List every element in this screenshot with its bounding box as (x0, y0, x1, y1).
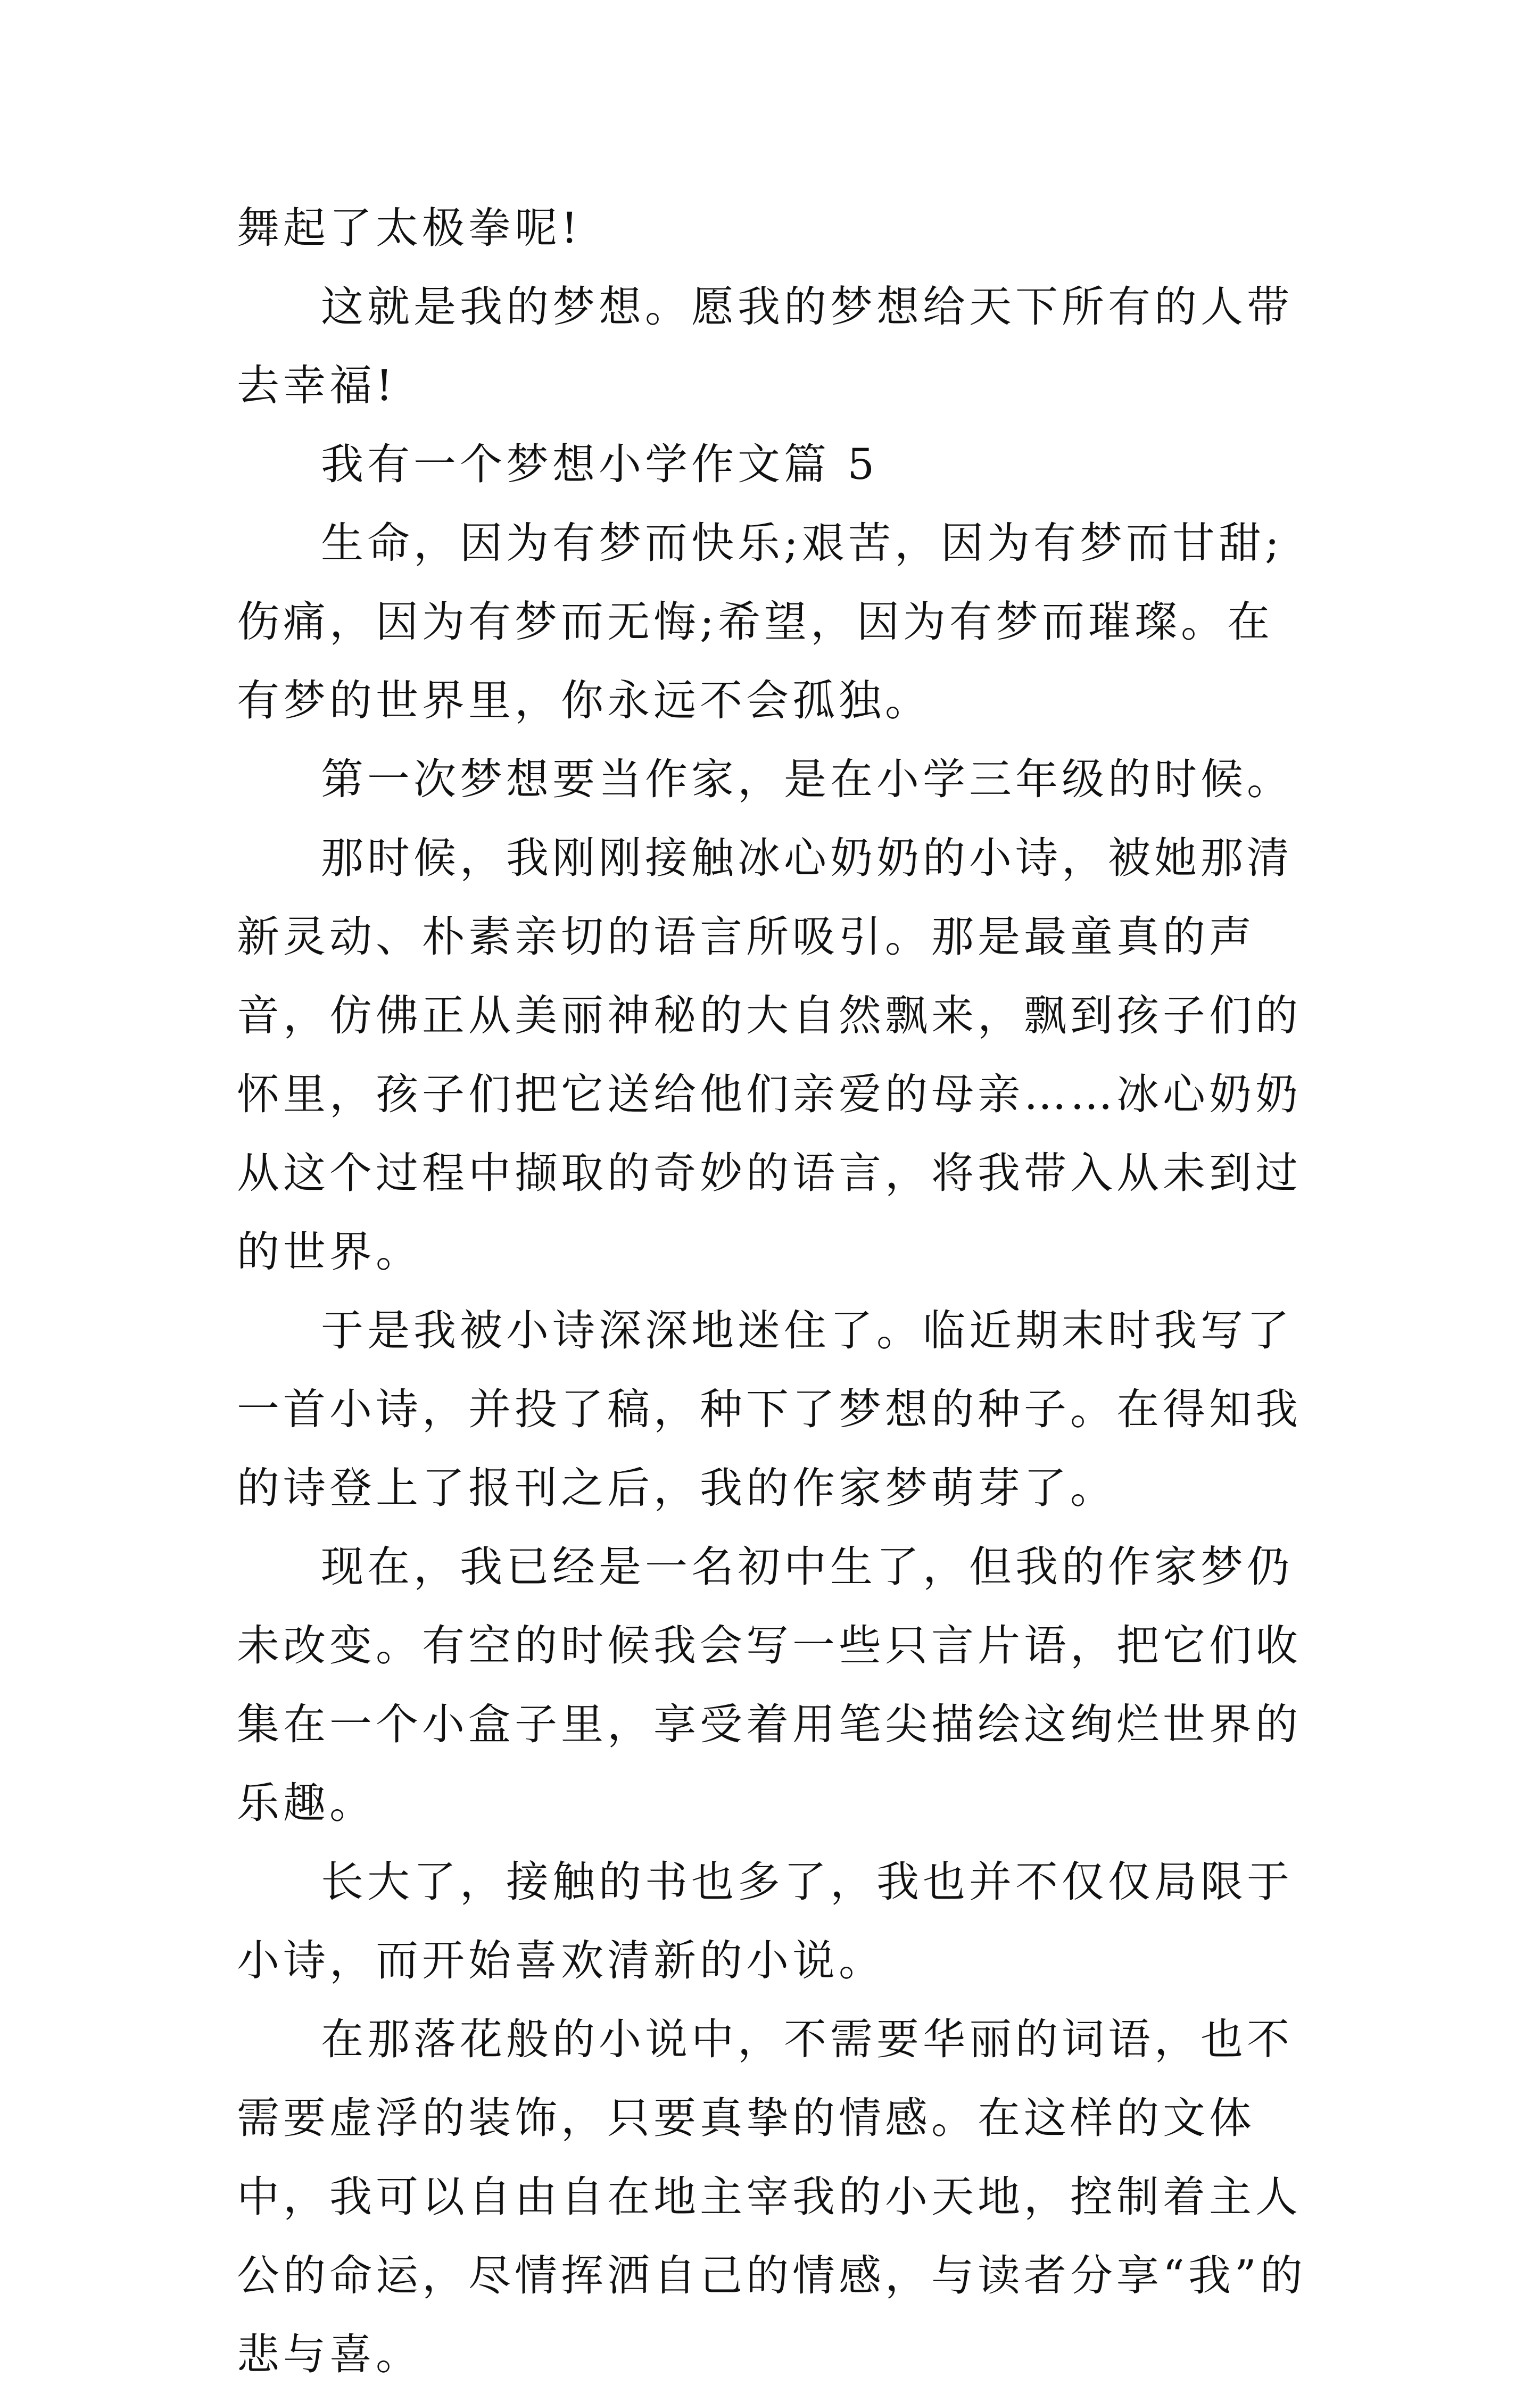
paragraph-1: 舞起了太极拳呢! (237, 203, 582, 253)
paragraph-2: 这就是我的梦想。愿我的梦想给天下所有的人带去幸福! (237, 282, 1293, 410)
paragraph-5: 第一次梦想要当作家，是在小学三年级的时候。 (321, 755, 1293, 804)
paragraph-10: 在那落花般的小说中，不需要华丽的词语，也不需要虚浮的装饰，只要真挚的情感。在这样的文体中，我可以自由自在地主宰我的小天地，控制着主人公的命运，尽情挥洒自己的情感，与读者分享“我”的悲与喜。 (237, 2015, 1306, 2379)
paragraph-9: 长大了，接触的书也多了，我也并不仅仅局限于小诗，而开始喜欢清新的小说。 (237, 1857, 1293, 1985)
paragraph-4: 生命，因为有梦而快乐;艰苦，因为有梦而甘甜;伤痛，因为有梦而无悔;希望，因为有梦而璀璨。在有梦的世界里，你永远不会孤独。 (237, 518, 1283, 725)
section-heading: 我有一个梦想小学作文篇 5 (321, 440, 879, 489)
paragraph-7: 于是我被小诗深深地迷住了。临近期末时我写了一首小诗，并投了稿，种下了梦想的种子。在得知我的诗登上了报刊之后，我的作家梦萌芽了。 (237, 1306, 1302, 1513)
document-body (237, 189, 1312, 2394)
paragraph-8: 现在，我已经是一名初中生了，但我的作家梦仍未改变。有空的时候我会写一些只言片语，把它们收集在一个小盒子里，享受着用笔尖描绘这绚烂世界的乐趣。 (237, 1542, 1302, 1828)
paragraph-6: 那时候，我刚刚接触冰心奶奶的小诗，被她那清新灵动、朴素亲切的语言所吸引。那是最童真的声音，仿佛正从美丽神秘的大自然飘来，飘到孩子们的怀里，孩子们把它送给他们亲爱的母亲……冰心奶奶从这个过程中撷取的奇妙的语言，将我带入从未到过的世界。 (237, 833, 1302, 1277)
